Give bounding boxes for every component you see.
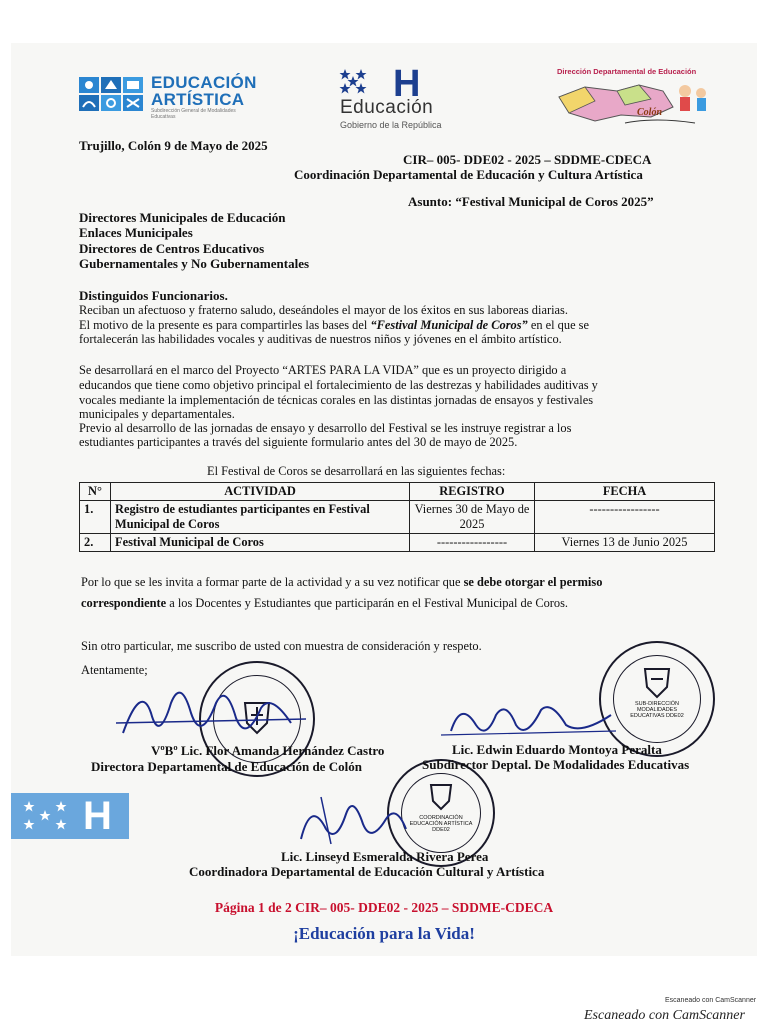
row-registration: Viernes 30 de Mayo de 2025: [410, 501, 535, 534]
salutation: Distinguidos Funcionarios.: [79, 288, 228, 303]
row-date: Viernes 13 de Junio 2025: [535, 534, 715, 552]
table-row: [80, 501, 715, 534]
scanner-handwritten-mark: Escaneado con CamScanner: [584, 1008, 745, 1023]
recipient-line: Directores Municipales de Educación: [79, 210, 286, 225]
paragraph-line: Previo al desarrollo de las jornadas de ensayo y desarrollo del Festival se les instruye registrar a los: [79, 421, 572, 435]
honduras-flag-banner: [11, 793, 129, 839]
h-letter: H: [393, 63, 421, 105]
page-footer-reference: Página 1 de 2 CIR– 005- DDE02 - 2025 – SDDME-CDECA: [214, 900, 554, 915]
paragraph-line: Se desarrollará en el marco del Proyecto “ARTES PARA LA VIDA” que es un proyecto dirigido a: [79, 363, 567, 377]
paragraph-line: vocales mediante la implementación de técnicas corales en las distintas jornadas de ensayos y festivales: [79, 393, 594, 407]
closing-line: Sin otro particular, me suscribo de usted con muestra de consideración y respeto.: [81, 639, 482, 653]
column-header: N°: [80, 483, 111, 501]
festival-name-emphasis: “Festival Municipal de Coros”: [370, 318, 528, 332]
seal-center-text: SUB-DIRECCIÓN MODALIDADES EDUCATIVAS DDE02: [630, 701, 684, 719]
paragraph-line: municipales y departamentales.: [79, 407, 235, 421]
column-header: REGISTRO: [410, 483, 535, 501]
logo-educacion-text: Educación: [340, 97, 434, 118]
schedule-table: [79, 482, 715, 552]
paragraph-text: en el que se: [527, 318, 589, 332]
permission-emphasis: correspondiente: [81, 596, 167, 610]
dde-logo-place: Colón: [637, 107, 663, 118]
paragraph-text: El motivo de la presente es para compartirles las bases del: [79, 318, 371, 332]
table-intro: El Festival de Coros se desarrollará en las siguientes fechas:: [207, 464, 506, 478]
paragraph-line: estudiantes participantes a través del siguiente formulario antes del 30 de mayo de 2025.: [79, 435, 518, 449]
row-number: 2.: [80, 534, 111, 552]
logo-gobierno-text: Gobierno de la República: [340, 120, 442, 130]
center-signer-title: Coordinadora Departamental de Educación Cultural y Artística: [189, 864, 545, 879]
logo-title-line2: ARTÍSTICA: [151, 90, 245, 109]
issuing-office: Coordinación Departamental de Educación y Cultura Artística: [294, 167, 643, 182]
document-page: [11, 43, 757, 956]
dde-logo-title: Dirección Departamental de Educación: [557, 67, 697, 76]
column-header: ACTIVIDAD: [111, 483, 410, 501]
scanner-watermark: Escaneado con CamScanner: [665, 997, 757, 1004]
recipient-line: Directores de Centros Educativos: [79, 241, 265, 256]
paragraph-text: a los Docentes y Estudiantes que participarán en el Festival Municipal de Coros.: [166, 596, 569, 610]
seal-center-text: COORDINACIÓN EDUCACIÓN ARTÍSTICA DDE02: [409, 815, 473, 833]
department-map-icon: [555, 77, 711, 127]
coat-of-arms-icon: [641, 665, 673, 701]
arts-mosaic-icon: [79, 77, 145, 111]
recipient-line: Gubernamentales y No Gubernamentales: [79, 256, 310, 271]
right-signer-name: Lic. Edwin Eduardo Montoya Peralta: [452, 742, 662, 757]
invitation-line: [81, 575, 731, 589]
right-handwritten-signature: [441, 695, 621, 745]
paragraph-line: Reciban un afectuoso y fraterno saludo, deseándoles el mayor de los éxitos en sus laboreas diarias.: [79, 303, 568, 317]
educacion-artistica-logo: [79, 71, 259, 120]
paragraph-line: educandos que tiene como objetivo principal el fortalecimiento de las destrezas y habilidades auditivas y: [79, 378, 598, 392]
left-handwritten-signature: [111, 673, 321, 753]
logo-subtitle: Subdirección General de Modalidades Educativas: [151, 108, 236, 120]
table-row: [80, 534, 715, 552]
place-date: Trujillo, Colón 9 de Mayo de 2025: [79, 138, 268, 153]
permission-emphasis: se debe otorgar el permiso: [463, 575, 603, 589]
paragraph-text: Por lo que se les invita a formar parte de la actividad y a su vez notificar que: [81, 575, 464, 589]
paragraph-line: [79, 318, 719, 332]
flag-h-letter: H: [83, 794, 112, 838]
logo-title-line1: EDUCACIÓN: [151, 73, 257, 92]
center-handwritten-signature: [291, 789, 411, 851]
table-header-row: [80, 483, 715, 501]
row-activity: Festival Municipal de Coros: [111, 534, 410, 552]
center-signer-name: Lic. Linseyd Esmeralda Rivera Perea: [281, 849, 489, 864]
column-header: FECHA: [535, 483, 715, 501]
gobierno-educacion-logo: [337, 65, 467, 131]
circular-reference: CIR– 005- DDE02 - 2025 – SDDME-CDECA: [403, 152, 652, 167]
stars-icon: [339, 67, 389, 97]
row-date: -----------------: [535, 501, 715, 534]
stars-icon: [21, 799, 77, 833]
right-signer-title: Subdirector Deptal. De Modalidades Educativas: [422, 757, 690, 772]
row-number: 1.: [80, 501, 111, 534]
left-signer-name: VºBº Lic. Flor Amanda Hernández Castro: [151, 743, 385, 758]
left-signer-title: Directora Departamental de Educación de Colón: [91, 759, 362, 774]
regards-line: Atentamente;: [81, 663, 148, 677]
paragraph-line: fortalecerán las habilidades vocales y auditivas de nuestros niños y jóvenes en el ámbito artístico.: [79, 332, 562, 346]
invitation-line: [81, 596, 731, 610]
coat-of-arms-icon: [427, 781, 455, 813]
subject-line: Asunto: “Festival Municipal de Coros 2025”: [408, 194, 654, 209]
footer-motto: ¡Educación para la Vida!: [293, 924, 475, 943]
recipient-line: Enlaces Municipales: [79, 225, 193, 240]
row-registration: -----------------: [410, 534, 535, 552]
direccion-departamental-logo: [551, 63, 715, 131]
row-activity: Registro de estudiantes participantes en Festival Municipal de Coros: [111, 501, 410, 534]
